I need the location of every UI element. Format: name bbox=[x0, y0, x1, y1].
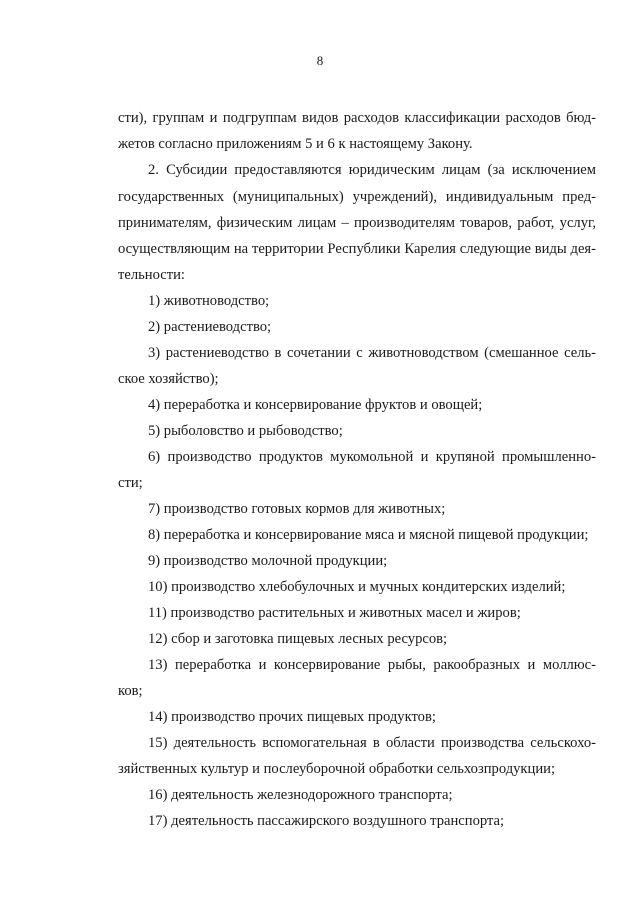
list-item-8: 8) переработка и консервирование мяса и мясной пищевой продукции; bbox=[148, 527, 589, 543]
list-item-15-line-2: зяйственных культур и послеуборочной обработки сельхозпродукции; bbox=[118, 761, 555, 777]
list-item-4: 4) переработка и консервирование фруктов и овощей; bbox=[148, 397, 483, 413]
list-item-3-line-1: 3) растениеводство в сочетании с животноводством (смешанное сель- bbox=[148, 345, 596, 361]
list-item-12: 12) сбор и заготовка пищевых лесных ресурсов; bbox=[148, 631, 448, 647]
list-item-17: 17) деятельность пассажирского воздушного транспорта; bbox=[148, 813, 505, 829]
intro-line-1: сти), группам и подгруппам видов расходов классификации расходов бюд- bbox=[118, 110, 596, 126]
list-item-10: 10) производство хлебобулочных и мучных кондитерских изделий; bbox=[148, 579, 566, 595]
paragraph-2-line-3: принимателям, физическим лицам – производителям товаров, работ, услуг, bbox=[118, 215, 596, 231]
list-item-16: 16) деятельность железнодорожного транспорта; bbox=[148, 787, 453, 803]
list-item-15-line-1: 15) деятельность вспомогательная в области производства сельскохо- bbox=[148, 735, 596, 751]
list-item-2: 2) растениеводство; bbox=[148, 319, 272, 335]
paragraph-2-line-5: тельности: bbox=[118, 267, 185, 283]
list-item-3-line-2: ское хозяйство); bbox=[118, 371, 219, 387]
list-item-11: 11) производство растительных и животных масел и жиров; bbox=[148, 605, 521, 621]
list-item-5: 5) рыболовство и рыбоводство; bbox=[148, 423, 343, 439]
list-item-13-line-2: ков; bbox=[118, 683, 143, 699]
list-item-6-line-2: сти; bbox=[118, 475, 143, 491]
list-item-7: 7) производство готовых кормов для животных; bbox=[148, 501, 446, 517]
page-number: 8 bbox=[316, 53, 324, 68]
paragraph-2-line-4: осуществляющим на территории Республики Карелия следующие виды дея- bbox=[118, 241, 596, 257]
list-item-1: 1) животноводство; bbox=[148, 293, 270, 309]
list-item-9: 9) производство молочной продукции; bbox=[148, 553, 388, 569]
intro-line-2: жетов согласно приложениям 5 и 6 к настоящему Закону. bbox=[118, 136, 473, 152]
list-item-13-line-1: 13) переработка и консервирование рыбы, ракообразных и моллюс- bbox=[148, 657, 596, 673]
paragraph-2-line-2: государственных (муниципальных) учреждений), индивидуальным пред- bbox=[118, 189, 596, 205]
paragraph-2-line-1: 2. Субсидии предоставляются юридическим лицам (за исключением bbox=[148, 162, 596, 178]
list-item-6-line-1: 6) производство продуктов мукомольной и крупяной промышленно- bbox=[148, 449, 596, 465]
list-item-14: 14) производство прочих пищевых продуктов; bbox=[148, 709, 436, 725]
